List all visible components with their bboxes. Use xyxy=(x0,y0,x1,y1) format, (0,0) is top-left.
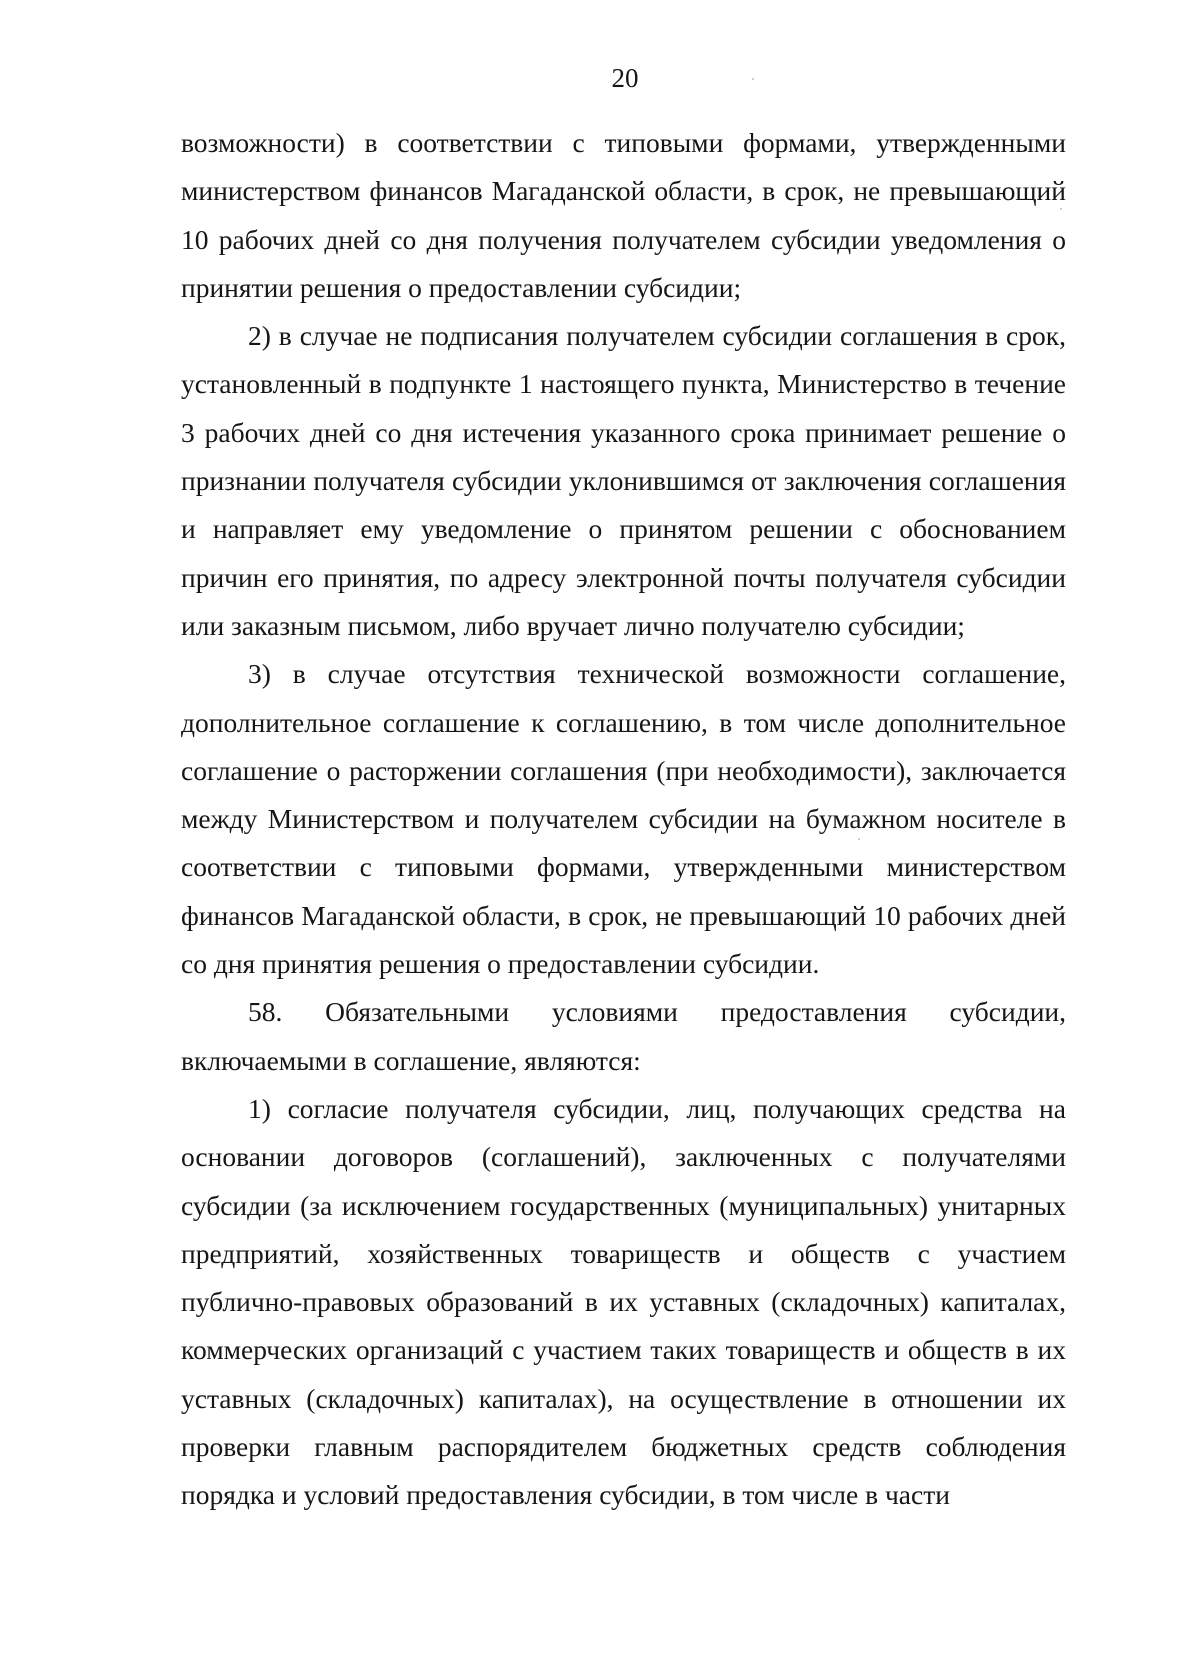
paragraph-clause-58-subitem-1: 1) согласие получателя субсидии, лиц, получающих средства на основании договоров (соглашений), заключенных с получателями субсидии (за исключением государственных (муниципальных) унитарных предприятий, хозяйственных товариществ и обществ с участием публично-правовых образований в их уставных (складочных) капиталах, коммерческих организаций с участием таких товариществ и обществ в их уставных (складочных) капиталах), на осуществление в отношении их проверки главным распорядителем бюджетных средств соблюдения порядка и условий предоставления субсидии, в том числе в части xyxy=(181,1092,1066,1511)
page-number: 20 xyxy=(611,63,639,93)
paragraph-subitem-3: 3) в случае отсутствия технической возможности соглашение, дополнительное соглашение к соглашению, в том числе дополнительное соглашение о расторжении соглашения (при необходимости), заключается между Министерством и получателем субсидии на бумажном носителе в соответствии с типовыми формами, утвержденными министерством финансов Магаданской области, в срок, не превышающий 10 рабочих дней со дня принятия решения о предоставлении субсидии. xyxy=(181,658,1066,980)
paragraph-continuation: возможности) в соответствии с типовыми формами, утвержденными министерством финансов Магаданской области, в срок, не превышающий 10 рабочих дней со дня получения получателем субсидии уведомления о принятии решения о предоставлении субсидии; xyxy=(181,127,1066,303)
paragraph-clause-58: 58. Обязательными условиями предоставления субсидии, включаемыми в соглашение, являются: xyxy=(181,996,1066,1076)
scan-speck xyxy=(752,78,754,80)
paragraph-subitem-2: 2) в случае не подписания получателем субсидии соглашения в срок, установленный в подпункте 1 настоящего пункта, Министерство в течение 3 рабочих дней со дня истечения указанного срока принимает решение о признании получателя субсидии уклонившимся от заключения соглашения и направляет ему уведомление о принятом решении с обоснованием причин его принятия, по адресу электронной почты получателя субсидии или заказным письмом, либо вручает лично получателю субсидии; xyxy=(181,320,1066,641)
document-body xyxy=(181,119,1066,1520)
